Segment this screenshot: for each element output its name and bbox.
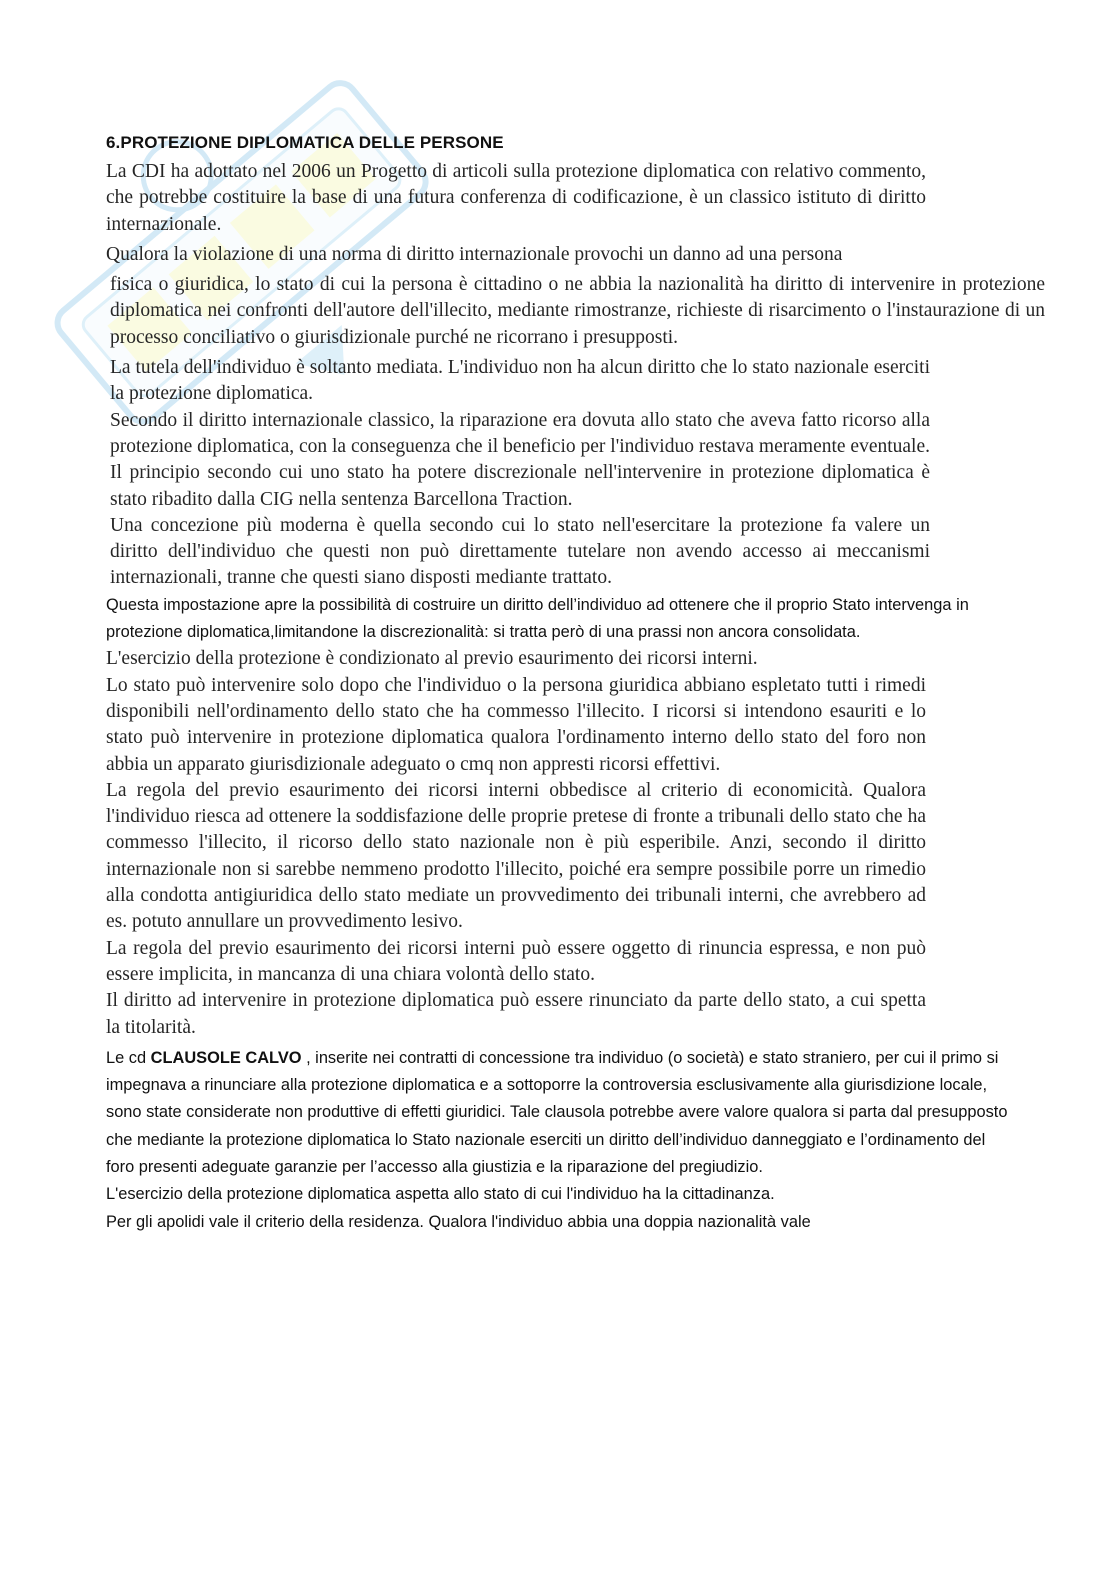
paragraph-principio: Il principio secondo cui uno stato ha potere discrezionale nell'intervenire in protezione diplomatica è stato ribadito dalla CIG nella sentenza Barcellona Traction. bbox=[110, 462, 930, 510]
paragraph-diritto-classico: Secondo il diritto internazionale classico, la riparazione era dovuta allo stato che aveva fatto ricorso alla protezione diplomatica, con la conseguenza che il beneficio per l'individuo restava meramente eventuale. bbox=[110, 409, 930, 457]
calvo-prefix: Le cd bbox=[106, 1048, 151, 1067]
paragraph-clausole-calvo bbox=[106, 1045, 1011, 1181]
section-heading: 6.PROTEZIONE DIPLOMATICA DELLE PERSONE bbox=[106, 133, 504, 152]
paragraph-persona-fisica: fisica o giuridica, lo stato di cui la persona è cittadino o ne abbia la nazionalità ha diritto di intervenire in protezione diplomatica nei confronti dell'autore dell'illecito, mediante rimostranze, richieste di risarcimento o l'instaurazione di un processo conciliativo o giurisdizionale purché ne ricorrano i presupposti. bbox=[110, 274, 1045, 348]
calvo-suffix: , inserite nei contratti di concessione tra individuo (o società) e stato straniero, per cui il primo si impegnava a rinunciare alla protezione diplomatica e a sottoporre la controversia esclusivamente alla giurisdizione locale, sono state considerate non produttive di effetti giuridici. Tale clausola potrebbe avere valore qualora si parta dal presupposto che mediante la protezione diplomatica lo Stato nazionale eserciti un diritto dell’individuo danneggiato e l’ordinamento del foro presenti adeguate garanzie per l’accesso alla giustizia e la riparazione del pregiudizio. bbox=[106, 1048, 1008, 1176]
calvo-bold-term: CLAUSOLE CALVO bbox=[150, 1048, 302, 1067]
paragraph-tutela: La tutela dell'individuo è soltanto mediata. L'individuo non ha alcun diritto che lo stato nazionale eserciti la protezione diplomatica. bbox=[110, 357, 930, 405]
paragraph-violazione: Qualora la violazione di una norma di diritto internazionale provochi un danno ad una persona bbox=[106, 243, 843, 265]
paragraph-stato-intervenire: Lo stato può intervenire solo dopo che l'individuo o la persona giuridica abbiano espletato tutti i rimedi disponibili nell'ordinamento dello stato che ha commesso l'illecito. I ricorsi si intendono esauriti e lo stato può intervenire in protezione diplomatica qualora l'ordinamento interno dello stato del foro non abbia un apparato giurisdizionale adeguato o cmq non appresti ricorsi effettivi. bbox=[106, 674, 926, 775]
paragraph-impostazione: Questa impostazione apre la possibilità di costruire un diritto dell’individuo ad ottenere che il proprio Stato intervenga in protezione diplomatica,limitandone la discrezionalità: si tratta però di una prassi non ancora consolidata. bbox=[106, 595, 969, 642]
paragraph-concezione-moderna: Una concezione più moderna è quella secondo cui lo stato nell'esercitare la protezione fa valere un diritto dell'individuo che questi non può direttamente tutelare non avendo accesso ai meccanismi internazionali, tranne che questi siano disposti mediante trattato. bbox=[110, 514, 930, 589]
paragraph-cdi: La CDI ha adottato nel 2006 un Progetto di articoli sulla protezione diplomatica con relativo commento, che potrebbe costituire la base di una futura conferenza di codificazione, è un classico istituto di diritto internazionale. bbox=[106, 161, 926, 235]
paragraph-esercizio: L'esercizio della protezione è condizionato al previo esaurimento dei ricorsi interni. bbox=[106, 648, 758, 670]
document-page bbox=[106, 133, 1046, 1236]
paragraph-apolidi: Per gli apolidi vale il criterio della residenza. Qualora l'individuo abbia una doppia nazionalità vale bbox=[106, 1212, 811, 1231]
paragraph-diritto-intervenire: Il diritto ad intervenire in protezione diplomatica può essere rinunciato da parte dello stato, a cui spetta la titolarità. bbox=[106, 990, 926, 1038]
paragraph-regola-economicita: La regola del previo esaurimento dei ricorsi interni obbedisce al criterio di economicità. Qualora l'individuo riesca ad ottenere la soddisfazione delle proprie pretese di fronte a tribunali dello stato che ha commesso l'illecito, il ricorso dello stato nazionale non è più esperibile. Anzi, secondo il diritto internazionale non si sarebbe nemmeno prodotto l'illecito, poiché era sempre possibile porre un rimedio alla condotta antigiuridica dello stato mediate un provvedimento dei tribunali interni, che avrebbero ad es. potuto annullare un provvedimento lesivo. bbox=[106, 779, 926, 933]
paragraph-cittadinanza: L'esercizio della protezione diplomatica aspetta allo stato di cui l'individuo ha la cittadinanza. bbox=[106, 1185, 775, 1204]
paragraph-rinuncia: La regola del previo esaurimento dei ricorsi interni può essere oggetto di rinuncia espressa, e non può essere implicita, in mancanza di una chiara volontà dello stato. bbox=[106, 937, 926, 985]
